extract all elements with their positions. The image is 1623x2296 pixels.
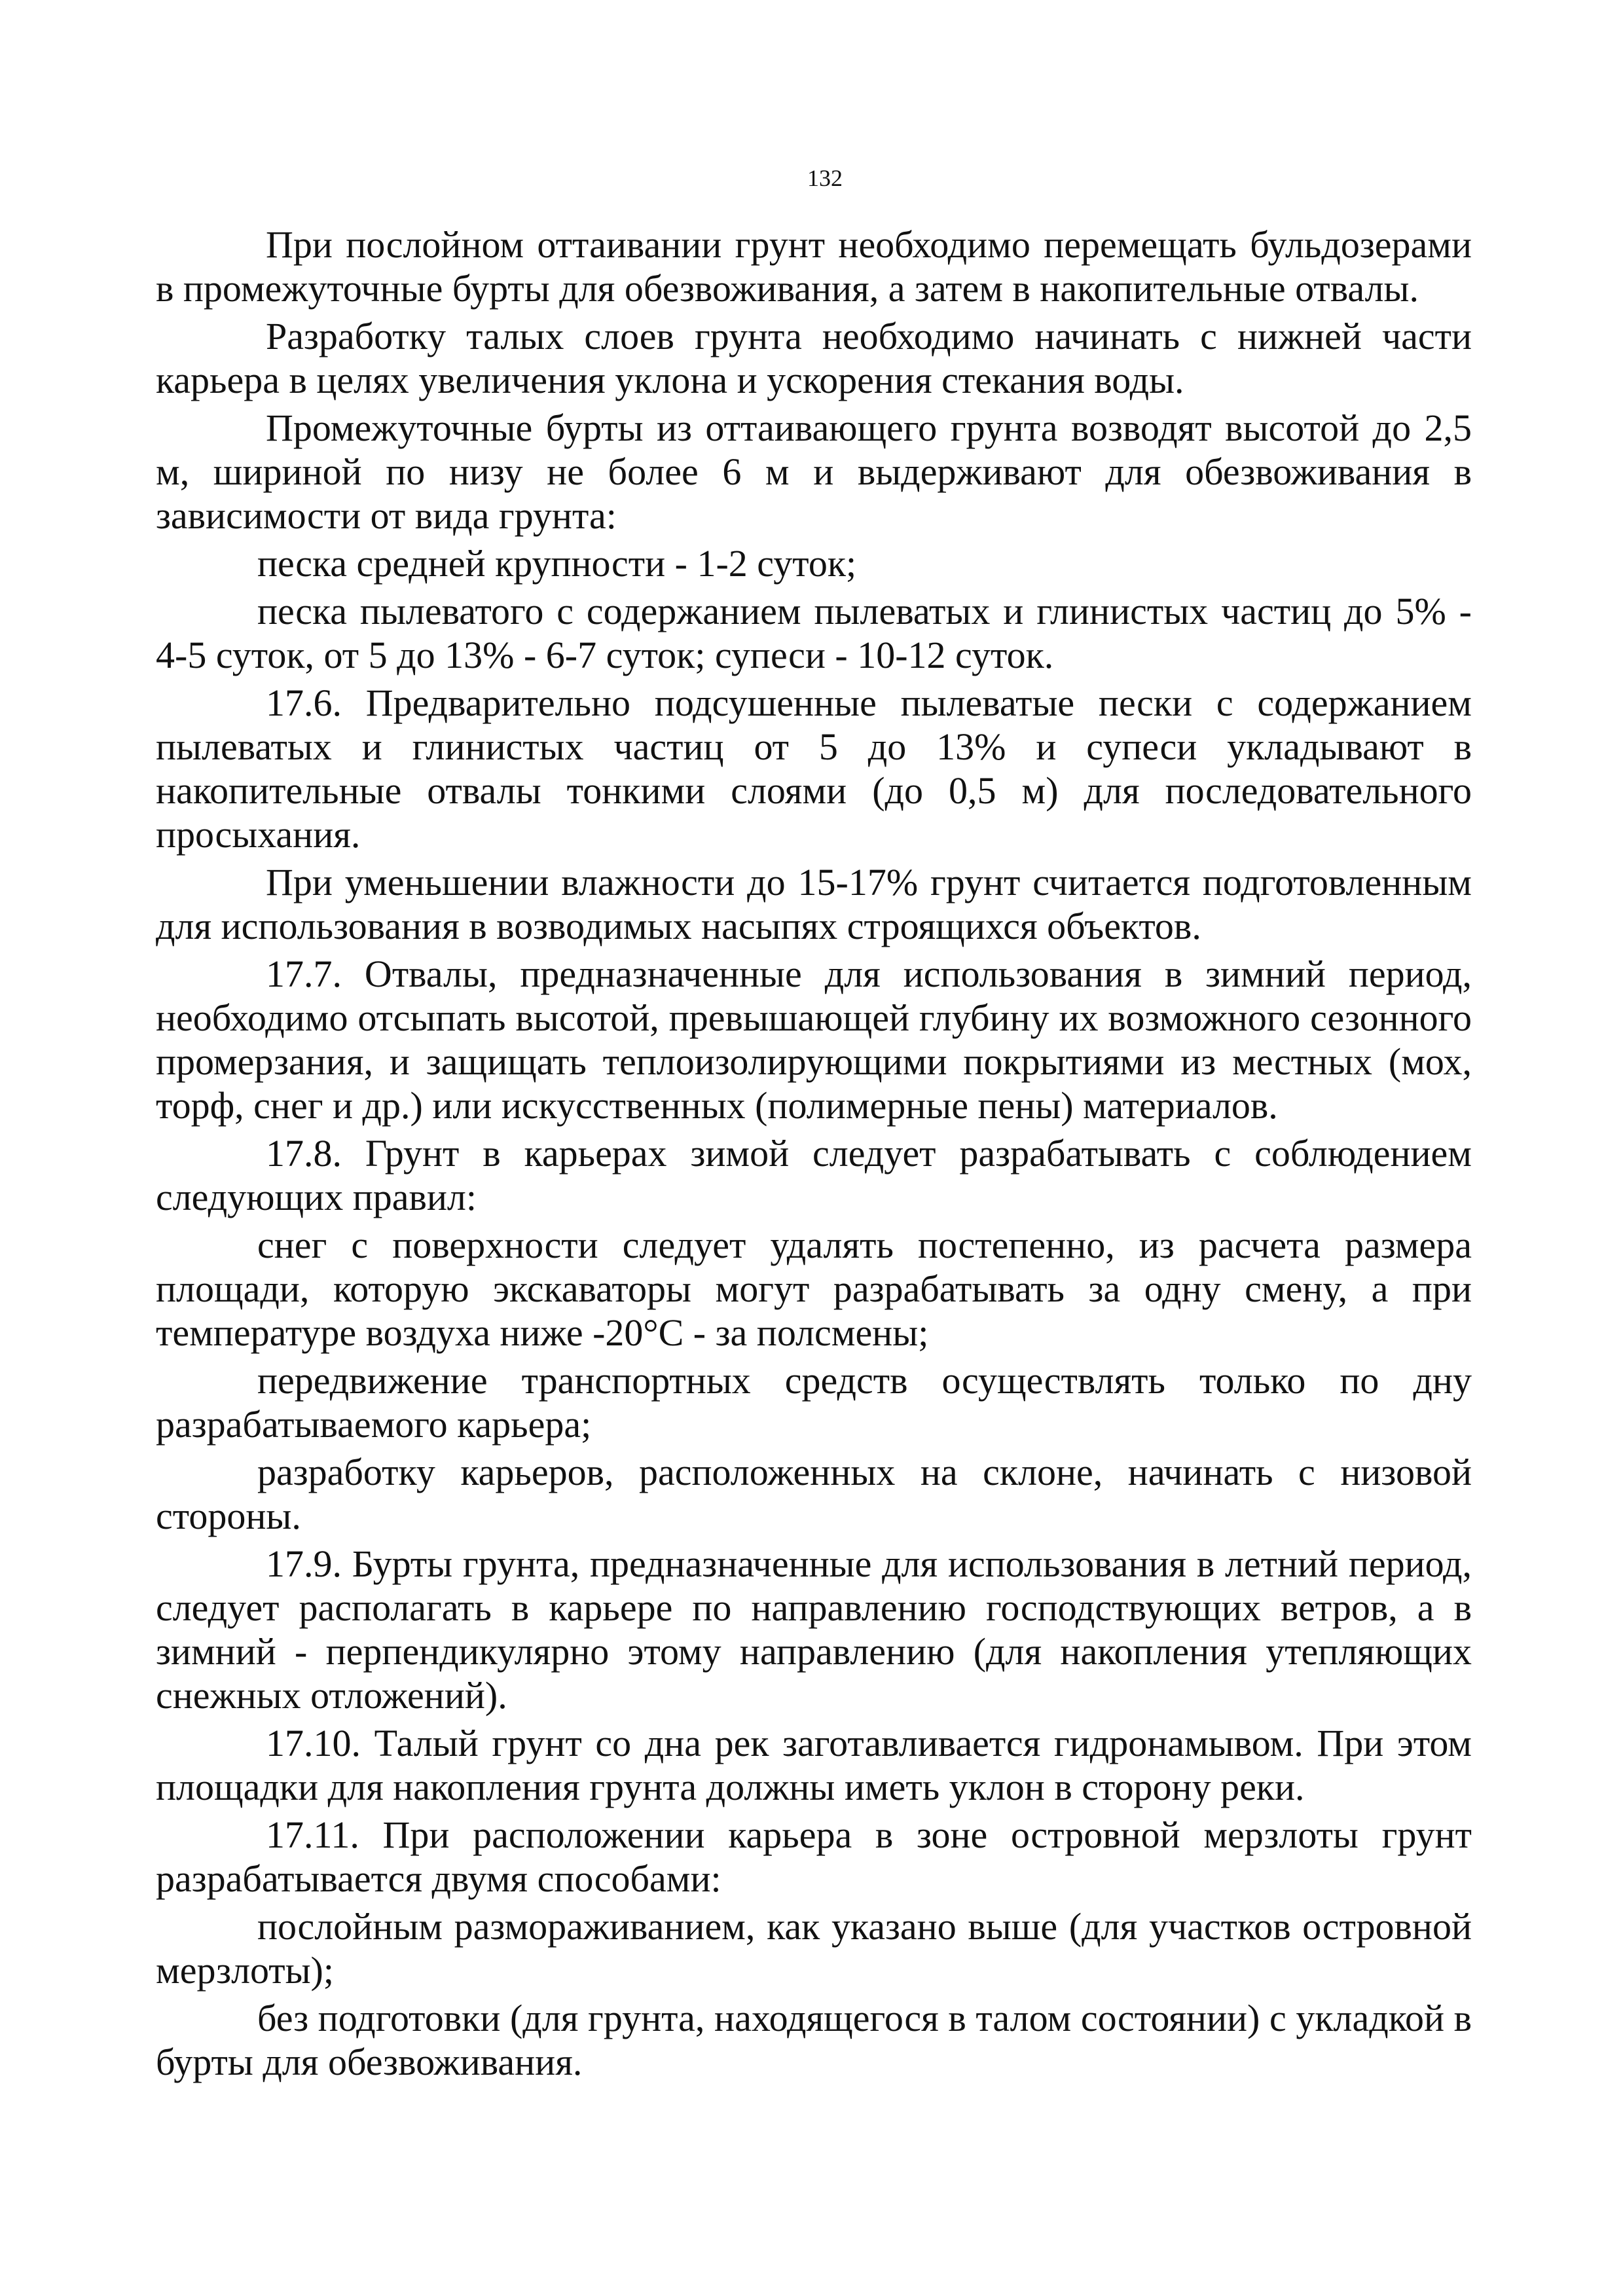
- paragraph-17-9: 17.9. Бурты грунта, предназначенные для использования в летний период, следует располагать в карьере по направлению господствующих ветров, а в зимний - перпендикулярно этому направлению (для накопления утепляющих снежных отложений).: [156, 1542, 1472, 1717]
- list-item-medium-sand: песка средней крупности - 1-2 суток;: [257, 542, 857, 585]
- document-body: [156, 223, 1472, 2088]
- paragraph-17-11: 17.11. При расположении карьера в зоне островной мерзлоты грунт разрабатывается двумя способами:: [156, 1813, 1472, 1900]
- paragraph-layer-thawing: При послойном оттаивании грунт необходимо перемещать бульдозерами в промежуточные бурты для обезвоживания, а затем в накопительные отвалы.: [156, 223, 1472, 310]
- paragraph-17-7: 17.7. Отвалы, предназначенные для использования в зимний период, необходимо отсыпать высотой, превышающей глубину их возможного сезонного промерзания, и защищать теплоизолирующими покрытиями из местных (мох, торф, снег и др.) или искусственных (полимерные пены) материалов.: [156, 953, 1472, 1127]
- list-item-snow-removal: снег с поверхности следует удалять постепенно, из расчета размера площади, которую экскаваторы могут разрабатывать за одну смену, а при температуре воздуха ниже -20°С - за полсмены;: [156, 1224, 1472, 1354]
- paragraph-thawed-layers: Разработку талых слоев грунта необходимо начинать с нижней части карьера в целях увеличения уклона и ускорения стекания воды.: [156, 315, 1472, 401]
- list-item-transport: передвижение транспортных средств осуществлять только по дну разрабатываемого карьера;: [156, 1359, 1472, 1446]
- paragraph-17-10: 17.10. Талый грунт со дна рек заготавливается гидронамывом. При этом площадки для накопления грунта должны иметь уклон в сторону реки.: [156, 1722, 1472, 1808]
- list-item-silty-sand: песка пылеватого с содержанием пылеватых и глинистых частиц до 5% - 4-5 суток, от 5 до 13% - 6-7 суток; супеси - 10-12 суток.: [156, 590, 1472, 676]
- paragraph-17-8: 17.8. Грунт в карьерах зимой следует разрабатывать с соблюдением следующих правил:: [156, 1132, 1472, 1218]
- paragraph-intermediate-piles: Промежуточные бурты из оттаивающего грунта возводят высотой до 2,5 м, шириной по низу не более 6 м и выдерживают для обезвоживания в зависимости от вида грунта:: [156, 407, 1472, 537]
- list-item-layer-defrosting: послойным размораживанием, как указано выше (для участков островной мерзлоты);: [156, 1905, 1472, 1992]
- list-item-slope-quarries: разработку карьеров, расположенных на склоне, начинать с низовой стороны.: [156, 1451, 1472, 1537]
- paragraph-moisture: При уменьшении влажности до 15-17% грунт считается подготовленным для использования в возводимых насыпях строящихся объектов.: [156, 861, 1472, 947]
- list-item-without-preparation: без подготовки (для грунта, находящегося в талом состоянии) с укладкой в бурты для обезвоживания.: [156, 1997, 1472, 2083]
- page-number: 132: [807, 165, 843, 191]
- paragraph-17-6: 17.6. Предварительно подсушенные пылеватые пески с содержанием пылеватых и глинистых частиц от 5 до 13% и супеси укладывают в накопительные отвалы тонкими слоями (до 0,5 м) для последовательного просыхания.: [156, 682, 1472, 856]
